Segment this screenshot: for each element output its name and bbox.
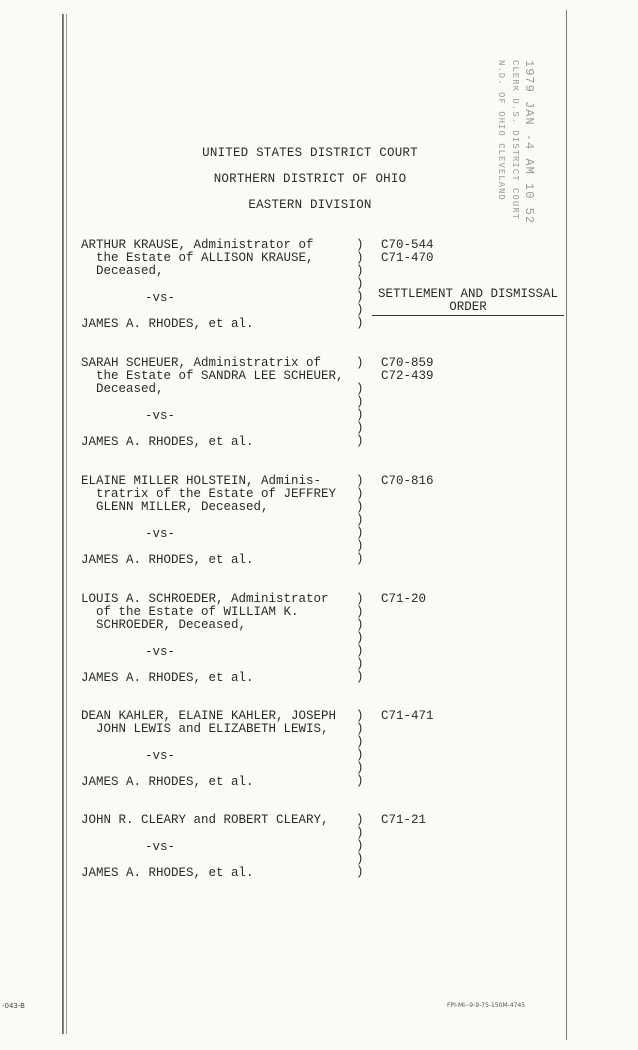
plaintiff-line: tratrix of the Estate of JEFFREY bbox=[81, 487, 337, 501]
form-number-right: FPI-MI--9-9-75-150M-4745 bbox=[447, 1002, 526, 1009]
caption-brackets: ) ) ) ) ) ) ) bbox=[356, 474, 364, 566]
case-number: C70-859 bbox=[381, 356, 434, 370]
caption-brackets: ) ) ) ) ) ) ) bbox=[356, 592, 364, 684]
plaintiff-line: LOUIS A. SCHROEDER, Administrator bbox=[81, 592, 329, 606]
plaintiff-line: SCHROEDER, Deceased, bbox=[81, 618, 247, 632]
stamp-office: CLERK U.S. DISTRICT COURT bbox=[510, 60, 520, 221]
plaintiff-line: GLENN MILLER, Deceased, bbox=[81, 500, 269, 514]
defendant: JAMES A. RHODES, et al. bbox=[81, 553, 254, 567]
case-caption bbox=[81, 357, 571, 396]
case-number: C70-544 bbox=[381, 238, 434, 252]
defendant: JAMES A. RHODES, et al. bbox=[81, 671, 254, 685]
order-title-line2: ORDER bbox=[372, 301, 564, 316]
versus: -vs- bbox=[145, 749, 176, 763]
defendant: JAMES A. RHODES, et al. bbox=[81, 317, 254, 331]
caption-brackets: ) ) ) ) ) ) ) bbox=[356, 238, 364, 330]
caption-brackets: ) ) ) ) ) bbox=[356, 813, 364, 879]
case-number: C72-439 bbox=[381, 369, 434, 383]
versus: -vs- bbox=[145, 409, 176, 423]
court-division: EASTERN DIVISION bbox=[248, 198, 372, 212]
plaintiff-line: Deceased, bbox=[81, 264, 164, 278]
order-title bbox=[372, 288, 564, 316]
versus: -vs- bbox=[145, 527, 176, 541]
plaintiff-line: Deceased, bbox=[81, 382, 164, 396]
case-number: C71-471 bbox=[381, 709, 434, 723]
caption-brackets: ) ) ) ) ) ) bbox=[356, 709, 364, 788]
left-margin-rule bbox=[62, 14, 64, 1034]
plaintiff-line: DEAN KAHLER, ELAINE KAHLER, JOSEPH bbox=[81, 709, 337, 723]
case-number: C71-470 bbox=[381, 251, 434, 265]
plaintiff-line: the Estate of SANDRA LEE SCHEUER, bbox=[81, 369, 344, 383]
case-caption bbox=[81, 814, 571, 827]
plaintiff-line: SARAH SCHEUER, Administratrix of bbox=[81, 356, 322, 370]
versus: -vs- bbox=[145, 645, 176, 659]
left-margin-rule-inner bbox=[66, 14, 67, 1034]
case-caption bbox=[81, 239, 571, 278]
stamp-date: 1979 JAN -4 AM 10 52 bbox=[522, 60, 536, 225]
case-caption bbox=[81, 710, 571, 736]
defendant: JAMES A. RHODES, et al. bbox=[81, 775, 254, 789]
caption-brackets: ) ) ) ) ) ) bbox=[356, 356, 364, 448]
plaintiff-line: the Estate of ALLISON KRAUSE, bbox=[81, 251, 314, 265]
case-caption bbox=[81, 475, 571, 514]
stamp-place: N.D. OF OHIO CLEVELAND bbox=[496, 60, 506, 201]
plaintiff-line: ELAINE MILLER HOLSTEIN, Adminis- bbox=[81, 474, 322, 488]
defendant: JAMES A. RHODES, et al. bbox=[81, 435, 254, 449]
form-number-left: -043-B bbox=[2, 1002, 25, 1010]
defendant: JAMES A. RHODES, et al. bbox=[81, 866, 254, 880]
plaintiff-line: JOHN LEWIS and ELIZABETH LEWIS, bbox=[81, 722, 329, 736]
plaintiff-line: of the Estate of WILLIAM K. bbox=[81, 605, 299, 619]
versus: -vs- bbox=[145, 840, 176, 854]
case-number: C71-20 bbox=[381, 592, 427, 606]
versus: -vs- bbox=[145, 291, 176, 305]
order-title-line1: SETTLEMENT AND DISMISSAL bbox=[377, 287, 559, 301]
plaintiff-line: ARTHUR KRAUSE, Administrator of bbox=[81, 238, 314, 252]
case-caption bbox=[81, 593, 571, 632]
court-district: NORTHERN DISTRICT OF OHIO bbox=[213, 172, 407, 186]
case-number: C71-21 bbox=[381, 813, 427, 827]
court-name: UNITED STATES DISTRICT COURT bbox=[202, 146, 418, 160]
filing-stamp bbox=[470, 60, 560, 225]
plaintiff-line: JOHN R. CLEARY and ROBERT CLEARY, bbox=[81, 813, 329, 827]
case-number: C70-816 bbox=[381, 474, 434, 488]
right-margin-rule bbox=[566, 10, 567, 1040]
